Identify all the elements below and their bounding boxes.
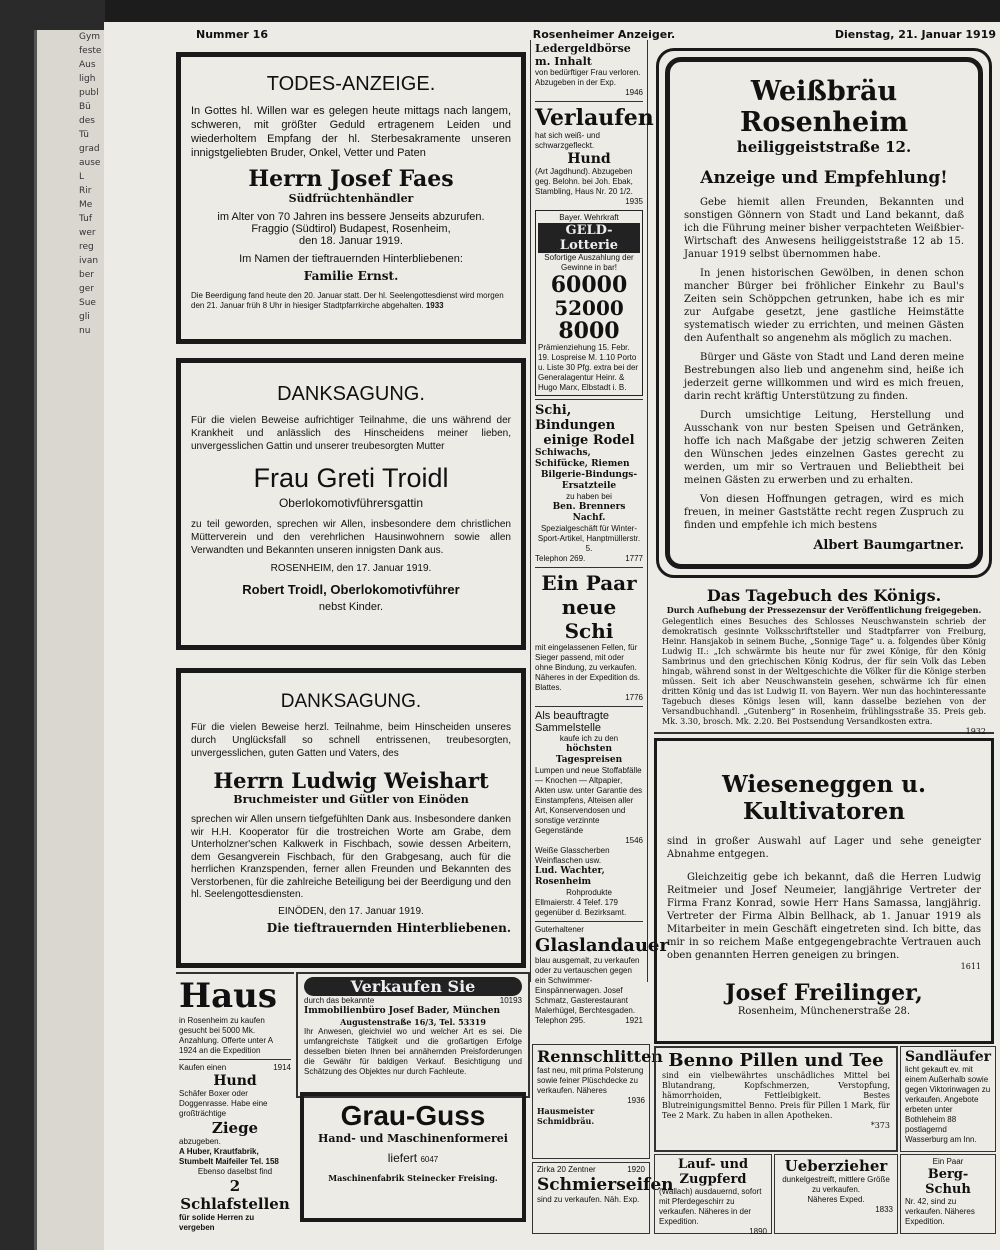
prev-line: ause: [79, 158, 101, 168]
ad-text: für solide Herren zu vergeben: [179, 1213, 255, 1232]
ad-firm: Lud. Wachter, Rosenheim: [535, 866, 605, 887]
ad-firm: Ben. Brenners Nachf.: [552, 502, 626, 523]
deceased-occupation: Südfrüchtenhändler: [288, 192, 414, 205]
deceased-name: Herrn Josef Faes: [248, 166, 454, 192]
rennschlitten-ad: [532, 1044, 663, 1159]
ad-title: Ein Paar: [541, 571, 637, 595]
lottery-head: Bayer. Wehrkraft: [559, 213, 619, 222]
prev-line: ivan: [79, 256, 99, 266]
ad-paragraph: Bürger und Gäste von Stadt und Land deren meine Bestrebungen also lieb und angenehm sind, heiße ich jederzeit gerne willkommen und wird es mich freuen, darin recht kräftig Unterstützung zu finden.: [684, 352, 964, 402]
ad-paragraph: Gebe hiemit allen Freunden, Bekannten und sonstigen Gönnern von Stadt und Land bekannt, daß ich die Führung meiner bisher verpachteten Weißbier-Wirtschaft des Anwesens heiliggeiststraße 12 ab 15. Januar 1919 selbst übernommen habe.: [684, 197, 964, 260]
sandlaeufer-ad: [900, 1046, 996, 1152]
ad-text: (Wallach) ausdauernd, sofort mit Pferdegeschirr zu verkaufen. Näheres in der Expedition.: [659, 1187, 762, 1226]
ad-text: gegenüber d. Bezirksamt.: [535, 908, 627, 917]
notice-date: EINÖDEN, den 17. Januar 1919.: [278, 905, 424, 917]
notice-date: den 18. Januar 1919.: [299, 235, 403, 247]
ad-keyword: Hund: [213, 1073, 257, 1089]
ad-subtitle: Durch Aufhebung der Pressezensur der Veröffentlichung freigegeben.: [666, 605, 982, 615]
notice-signature-2: nebst Kinder.: [318, 601, 384, 613]
prev-line: Sue: [79, 298, 96, 308]
ad-head: durch das bekannte 10193: [304, 996, 522, 1005]
ad-number: 1936: [627, 1096, 645, 1105]
ad-number: 1833: [875, 1205, 893, 1214]
ad-text-2: Näheres Exped.: [807, 1195, 865, 1204]
prev-line: ber: [79, 270, 94, 280]
benno-ad: [654, 1046, 898, 1152]
ad-number: 1946: [625, 88, 643, 97]
issue-date: Dienstag, 21. Januar 1919: [834, 28, 996, 41]
ad-title: Weißbräu Rosenheim: [739, 76, 909, 138]
prev-line: Me: [79, 200, 93, 210]
notice-date: ROSENHEIM, den 17. Januar 1919.: [270, 563, 432, 574]
ad-head: Ein Paar: [932, 1157, 964, 1166]
ad-text: Weiße Glasscherben Weinflaschen usw.: [535, 846, 610, 865]
ad-text: Ellmaierstr. 4 Telef. 179: [535, 898, 619, 907]
ad-text: Spezialgeschäft für Winter-Sport-Artikel, Hanptmüllerstr. 5.: [537, 524, 641, 553]
prev-line: nu: [79, 326, 91, 336]
lottery-sub: Sofortige Auszahlung der Gewinne in bar!: [544, 253, 634, 272]
prev-line: wer: [79, 228, 96, 238]
prev-line: Tuf: [79, 214, 93, 224]
newspaper-page: [104, 22, 1000, 1250]
notice-title: DANKSAGUNG.: [277, 383, 425, 405]
ad-title: Ueberzieher: [784, 1157, 888, 1175]
ad-number: 1932: [965, 727, 986, 736]
ad-title: Ledergeldbörse m. Inhalt: [535, 42, 631, 68]
ad-title: Verkaufen Sie: [304, 977, 522, 996]
ad-title-2: einige Rodel: [543, 433, 635, 448]
ad-text: abzugeben.: [179, 1137, 221, 1146]
ad-title: Das Tagebuch des Königs.: [706, 586, 942, 605]
kings-diary-ad: [654, 584, 994, 734]
ad-title: Schi, Bindungen: [535, 403, 616, 433]
berg-schuh-ad: [900, 1154, 996, 1234]
ad-text: Schiwachs, Schifücke, Riemen: [535, 448, 630, 469]
ad-firm: A Huber, Krautfabrik, Stumbelt Maifeiler Tel. 158: [179, 1147, 279, 1166]
ad-text: mit eingelassenen Fellen, für Sieger passend, mit oder ohne Bindung, zu verkaufen. Näheres in der Expedition ds. Blattes.: [535, 643, 640, 692]
ad-number: 1611: [960, 962, 981, 971]
prev-line: grad: [79, 144, 100, 154]
lottery-ad: [535, 210, 643, 396]
deceased-name: Herrn Ludwig Weishart: [213, 768, 489, 793]
ad-text: sind ein vielbewährtes unschädliches Mittel bei Blutandrang, Kopfschmerzen, Verstopfung, hämorrhoiden, Fettleibigkeit. Bestes Blutreinigungsmittel Benno. Preis für Pillen 1 Mark, für Tee 2 Mark. Zu haben in allen Apotheken.: [662, 1071, 890, 1120]
prev-line: des: [79, 116, 95, 126]
notice-title: DANKSAGUNG.: [280, 691, 422, 712]
notice-place: Fraggio (Südtirol) Budapest, Rosenheim,: [251, 223, 451, 235]
ad-text: Schäfer Boxer oder Doggenrasse. Habe eine großträchtige: [179, 1089, 268, 1118]
notice-body: In Gottes hl. Willen war es gelegen heute mittags nach langem, schweren, mit größter Geduld ertragenem Leiden und wiederholtem Empfang der hl. Sterbesakramente unseren innigstgeliebten Bruder, Onkel, Vetter und Paten: [191, 105, 511, 159]
prev-line: Gym: [79, 32, 101, 42]
previous-page-edge: [34, 30, 107, 1250]
ad-head: Kaufen einen 1914: [179, 1063, 291, 1072]
ad-head: Guterhaltener: [535, 925, 584, 934]
ad-text: von bedürftiger Frau verloren. Abzugeben in der Exp.: [535, 68, 641, 87]
lottery-prize: 8000: [558, 318, 620, 344]
deceased-name: Frau Greti Troidl: [253, 463, 449, 493]
ad-address: Augustenstraße 16/3, Tel. 53319: [340, 1017, 486, 1027]
ad-title: Benno Pillen und Tee: [668, 1050, 884, 1071]
ad-text: Nr. 42, sind zu verkaufen. Näheres Expedition.: [905, 1197, 975, 1226]
ad-text: sind in großer Auswahl auf Lager und sehe geneigter Abnahme entgegen.: [667, 836, 981, 860]
deceased-subtitle: Bruchmeister und Gütler von Einöden: [233, 793, 469, 806]
ad-text: licht gekauft ev. mit einem Außerhalb sowie gegen Viktorinwagen zu verkaufen. Angebote erbeten unter Bothleheim 88 postlagernd Wasserburg am Inn.: [905, 1065, 991, 1144]
lottery-title: GELD-Lotterie: [538, 223, 640, 253]
ad-text: blau ausgemalt, zu verkaufen oder zu vertauschen gegen ein Schwimmer-Einspännerwagen. Josef Schmatz, Gasterestaurant Malerhügel, Berchtesgaden.: [535, 956, 640, 1015]
notice-footnote: Die Beerdigung fand heute den 20. Januar statt. Der hl. Seelengottesdienst wird morgen den 21. Januar früh 8 Uhr in hiesiger Stadtpfarrkirche abgehalten. 1933: [191, 291, 504, 310]
ad-footer: Telephon 295. 1921: [535, 1016, 643, 1025]
ad-footer: Telephon 269. 1777: [535, 554, 643, 563]
weissbraeu-frame: [665, 57, 983, 569]
prev-line: Aus: [79, 60, 96, 70]
thanks-notice-weishart: [176, 668, 526, 968]
ad-text-2: (Art Jagdhund). Abzugeben geg. Belohn. bei Joh. Ebak, Stambling, Haus Nr. 20 1/2.: [535, 167, 633, 196]
notice-title: TODES-ANZEIGE.: [266, 73, 436, 95]
ad-title-2: neue Schi: [561, 595, 617, 643]
notice-body-2: sprechen wir Allen unsern tiefgefühlten Dank aus. Insbesondere danken wir H.H. Kooperator für die trostreichen Worte am Grabe, dem Unterholzner'schen Kalkwerk in Fischbach, sowie dessen Arbeitern, dem Gesangverein Fischbach, für den Grabgesang, auch für die herrlichen Kranzspenden, ferner allen Freunden und Bekannten des Verstorbenen, für die zahlreiche Beteiligung bei der Beerdigung und den hl. Seelengottesdiensten.: [191, 814, 511, 900]
ad-text: Lumpen und neue Stoffabfälle — Knochen — Altpapier, Akten usw. unter Garantie des Einstampfens, Alteisen aller Art, Konservendosen und sonstige verzinnte Gegenstände: [535, 766, 643, 835]
ad-title: Berg-Schuh: [925, 1167, 971, 1197]
verkaufen-ad: [296, 972, 530, 1098]
prev-line: ger: [79, 284, 94, 294]
ad-paragraph: Von diesen Hoffnungen getragen, wird es mich freuen, in meiner Gaststätte recht regen Zuspruch zu finden und empfehle ich mich bestens: [684, 494, 964, 531]
thanks-notice-troidl: [176, 358, 526, 650]
ad-title: Rennschlitten: [537, 1047, 663, 1066]
lottery-text: Prämienziehung 15. Febr. 19. Lospreise M. 1.10 Porto u. Liste 30 Pfg. extra bei der Generalagentur Heinr. & Hugo Marx, Elbstadt i. B.: [538, 343, 639, 392]
ad-text: in Rosenheim zu kaufen gesucht bei 5000 Mk. Anzahlung. Offerte unter A 1924 an die Expedition: [179, 1016, 273, 1055]
ad-signature: Josef Freilinger,: [725, 980, 923, 1006]
prev-line: Rir: [79, 186, 92, 196]
ad-keyword: höchsten Tagespreisen: [555, 744, 623, 765]
ad-number: 1935: [625, 197, 643, 206]
ad-title: Verlaufen: [535, 105, 654, 131]
prev-line: Tü: [79, 130, 89, 140]
notice-family: Familie Ernst.: [303, 269, 399, 283]
ad-text: fast neu, mit prima Polsterung sowie feiner Plüschdecke zu verkaufen. Näheres: [537, 1066, 644, 1095]
ad-title: Sandläufer: [905, 1049, 992, 1065]
ad-firm: Maschinenfabrik Steinecker Freising.: [328, 1173, 498, 1183]
newspaper-title: Rosenheimer Anzeiger.: [532, 28, 676, 41]
ad-text: zu haben bei: [566, 492, 612, 501]
ad-text: Ebenso daselbst find: [197, 1167, 273, 1176]
ad-address: heiliggeiststraße 12.: [736, 138, 912, 156]
ad-text: Bilgerie-Bindungs-Ersatzteile: [540, 470, 638, 491]
prev-line: L: [79, 172, 85, 182]
ad-number: *373: [870, 1121, 890, 1130]
prev-line: publ: [79, 88, 99, 98]
deceased-subtitle: Oberlokomotivführersgattin: [278, 496, 424, 510]
classified-column: [530, 40, 669, 1025]
ad-title: Glaslandauer: [535, 935, 669, 956]
ad-text: dunkelgestreift, mittlere Größe zu verkaufen.: [782, 1175, 890, 1194]
lottery-prize: 52000: [554, 296, 624, 320]
haus-ad: [176, 972, 294, 1234]
ad-signature: Albert Baumgartner.: [813, 538, 964, 553]
ad-number: 1890: [749, 1227, 767, 1236]
ad-keyword: Ziege: [211, 1119, 259, 1137]
notice-signature: Die tieftrauernden Hinterbliebenen.: [266, 920, 511, 935]
lauf-ad: [654, 1154, 772, 1234]
ad-head: Zirka 20 Zentner 1920: [537, 1165, 645, 1174]
notice-body-2: zu teil geworden, sprechen wir Allen, insbesondere dem christlichen Mütterverein und den verehrlichen Hausinwohnern sowie allen Verwandten und Bekannten unseren innigsten Dank aus.: [191, 519, 511, 556]
notice-mourners: Im Namen der tieftrauernden Hinterbliebenen:: [239, 253, 463, 265]
notice-body: Für die vielen Beweise aufrichtiger Teilnahme, die uns während der Krankheit und anlässlich des Hinscheidens meiner lieben, unvergesslichen Gattin und unserer treubesorgten Mutter: [191, 415, 511, 452]
ad-paragraph: Durch umsichtige Leitung, Herstellung und Ausschank von nur besten Speisen und Getränken, hoffe ich nach Maßgabe der jetzig schweren Zeiten den Wünschen jedes einzelnen Gastes gerecht zu werden, um mir so Vertrauen und Beliebtheit bei meinen Gästen zu erwerben und zu erhalten.: [684, 410, 964, 486]
ad-text-2: Gleichzeitig gebe ich bekannt, daß die Herren Ludwig Reitmeier und Josef Neumeier, langjährige Vertreter der Firma Franz Konrad, sowie Herr Hans Samassa, langjährig. Vertreter der Firma Albin Bellhack, ab 1. Januar 1919 als Mitarbeiter in mein Geschäft eingetreten sind. Ich bitte, das mir in so reichem Maße entgegengebrachte Vertrauen auch oben genannten Herren geneigen zu bringen.: [667, 872, 981, 961]
ad-number: 1546: [625, 836, 643, 845]
ad-title: Grau-Guss: [340, 1100, 486, 1131]
wieseneggen-ad: [654, 738, 994, 1044]
ad-title: Haus: [179, 976, 278, 1016]
ad-text: Rohprodukte: [566, 888, 612, 897]
ad-subtitle: Hand- und Maschinenformerei: [318, 1132, 508, 1145]
grau-guss-ad: [300, 1092, 526, 1222]
ad-keyword: 2 Schlafstellen: [180, 1177, 290, 1213]
ueberzieher-ad: [774, 1154, 898, 1234]
prev-line: reg: [79, 242, 94, 252]
ad-title: Lauf- und Zugpferd: [677, 1157, 749, 1187]
ad-text: kaufe ich zu den: [559, 734, 619, 743]
lottery-prize: 60000: [550, 272, 628, 298]
ad-subtitle: Anzeige und Empfehlung!: [700, 168, 948, 188]
ad-text: liefert 6047: [387, 1151, 439, 1165]
notice-body: Für die vielen Beweise herzl. Teilnahme, beim Hinscheiden unseres durch Unglücksfall so schnell entrissenen, treubesorgten, unvergesslichen, guten Gatten und Vaters, des: [191, 722, 511, 759]
prev-line: Bü: [79, 102, 91, 112]
ad-text: sind zu verkaufen. Näh. Exp.: [537, 1195, 640, 1204]
weissbraeu-ad: [656, 48, 992, 578]
ad-title: Als beauftragte Sammelstelle: [535, 710, 609, 734]
ad-number: 1776: [625, 693, 643, 702]
notice-age: im Alter von 70 Jahren ins bessere Jenseits abzurufen.: [217, 211, 485, 223]
schmierseifen-ad: [532, 1162, 674, 1234]
ad-firm: Immobilienbüro Josef Bader, München: [304, 1006, 501, 1016]
prev-line: feste: [79, 46, 102, 56]
death-notice: [176, 52, 526, 344]
ad-title: Wieseneggen u. Kultivatoren: [722, 771, 926, 825]
ad-address: Rosenheim, Münchenerstraße 28.: [737, 1006, 911, 1017]
ad-paragraph: In jenen historischen Gewölben, in denen schon mancher Bürger bei fröhlicher Einkehr zu Baul's Zeiten sein Schöppchen getrunken, habe ich es mir zur Aufgabe gesetzt, jene gastliche Heimstätte systematisch wieder zu errichten, und meinen Gästen den Aufenthalt so angenehm als möglich zu machen.: [684, 268, 964, 344]
page-number: Nummer 16: [196, 28, 268, 41]
ad-keyword: Hund: [567, 151, 611, 167]
prev-line: ligh: [79, 74, 96, 84]
ad-title: Schmierseifen: [537, 1175, 674, 1195]
ad-text: Ihr Anwesen, gleichviel wo und welcher Art es sei. Die umfangreichste Tätigkeit und die großartigen Erfolge desselben bieten Ihnen bei annähernden Preisforderungen die Gewähr für baldigen Verkauf. Besichtigung und Schätzung des Objektes nur durch Fachleute.: [304, 1027, 522, 1076]
prev-line: gli: [79, 312, 90, 322]
notice-signature: Robert Troidl, Oberlokomotivführer: [242, 582, 460, 597]
ad-text: hat sich weiß- und schwarzgefleckt.: [535, 131, 600, 150]
ad-firm: Hausmeister Schmidbräu.: [537, 1106, 595, 1126]
ad-text: Gelegentlich eines Besuches des Schlosses Neuschwanstein schrieb der demokratisch gesinnte Volksschriftsteller und Stadtpfarrer von Freiburg, Heinr. Hansjakob in seinem Buche, „Sonnige Tage“ u. a. folgendes über König Ludwig II.: „Ich schwärmte bis heute nur für zwei Könige, für den König Sambrinus und den griechischen König Kodrus, der für sein Volk das Leben hingab, während sonst in der Weltgeschichte die Völker für die Könige sterben müssen. Seit ich aber Neuschwanstein gesehen, schwärme ich für einen dritten König und das ist Ludwig II. von Bayern. Wer nun das hochinteressante Tagebuch dieses Königs lesen will, kann dasselbe beziehen von der Versandbuchhandl. „Gutenberg“ in Rosenheim, frühlingsstraße 35. Preis geb. Mk. 3.30, brosch. Mk. 2.20. Bei Postsendung Versandkosten extra.: [662, 617, 986, 726]
